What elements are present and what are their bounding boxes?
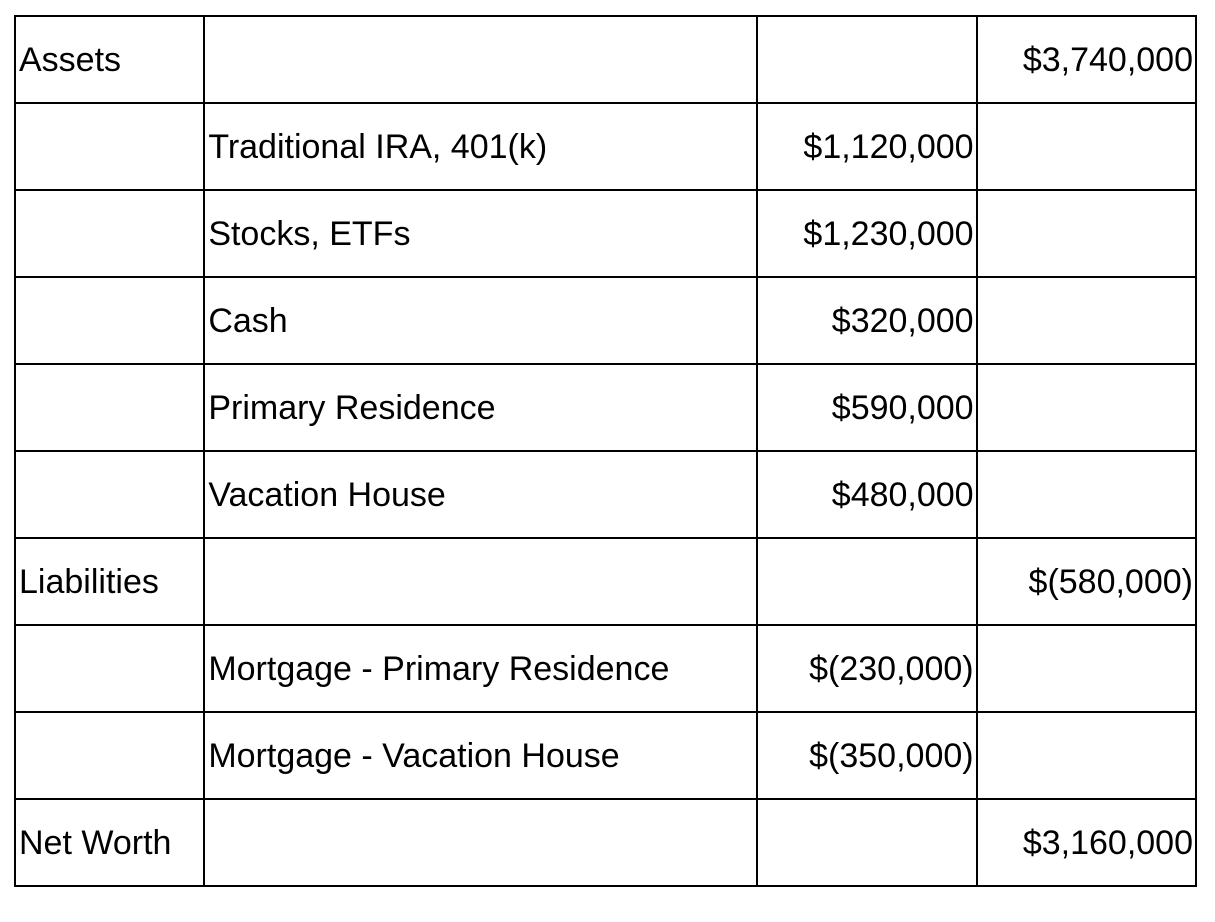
total-cell [977, 625, 1196, 712]
category-cell [15, 451, 204, 538]
category-cell [15, 625, 204, 712]
category-cell [15, 277, 204, 364]
total-cell: $3,160,000 [977, 799, 1196, 886]
category-cell [15, 103, 204, 190]
total-cell [977, 712, 1196, 799]
amount-cell: $480,000 [757, 451, 976, 538]
amount-cell: $(230,000) [757, 625, 976, 712]
table-row [15, 451, 1196, 538]
item-cell: Vacation House [204, 451, 757, 538]
table-row [15, 364, 1196, 451]
table-row [15, 712, 1196, 799]
item-cell: Stocks, ETFs [204, 190, 757, 277]
category-cell [15, 712, 204, 799]
table-row-liabilities [15, 538, 1196, 625]
amount-cell [757, 799, 976, 886]
amount-cell: $320,000 [757, 277, 976, 364]
table-row [15, 103, 1196, 190]
total-cell [977, 451, 1196, 538]
item-cell: Mortgage - Primary Residence [204, 625, 757, 712]
amount-cell [757, 16, 976, 103]
total-cell [977, 103, 1196, 190]
amount-cell: $590,000 [757, 364, 976, 451]
table-row [15, 277, 1196, 364]
table-row-net-worth [15, 799, 1196, 886]
amount-cell: $(350,000) [757, 712, 976, 799]
amount-cell: $1,230,000 [757, 190, 976, 277]
table-row-assets [15, 16, 1196, 103]
category-cell [15, 364, 204, 451]
item-cell: Primary Residence [204, 364, 757, 451]
item-cell [204, 538, 757, 625]
amount-cell: $1,120,000 [757, 103, 976, 190]
item-cell: Cash [204, 277, 757, 364]
category-cell: Liabilities [15, 538, 204, 625]
category-cell: Assets [15, 16, 204, 103]
item-cell [204, 16, 757, 103]
amount-cell [757, 538, 976, 625]
item-cell: Mortgage - Vacation House [204, 712, 757, 799]
total-cell [977, 364, 1196, 451]
category-cell: Net Worth [15, 799, 204, 886]
table-row [15, 625, 1196, 712]
category-cell [15, 190, 204, 277]
table-row [15, 190, 1196, 277]
total-cell: $(580,000) [977, 538, 1196, 625]
total-cell: $3,740,000 [977, 16, 1196, 103]
net-worth-table [14, 15, 1197, 887]
total-cell [977, 277, 1196, 364]
item-cell [204, 799, 757, 886]
total-cell [977, 190, 1196, 277]
item-cell: Traditional IRA, 401(k) [204, 103, 757, 190]
